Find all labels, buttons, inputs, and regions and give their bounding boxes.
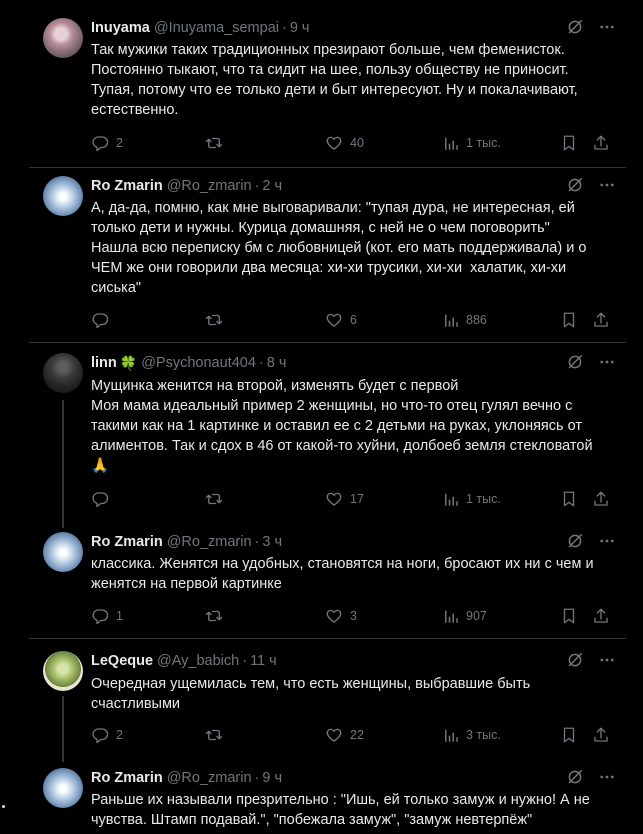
grok-icon[interactable] [566, 532, 584, 550]
bookmark-icon [561, 134, 577, 152]
views-icon [443, 134, 459, 152]
separator-dot: · [258, 355, 264, 371]
tweet[interactable] [29, 758, 626, 834]
author-handle[interactable]: @Psychonaut404 [141, 355, 256, 371]
share-icon [592, 311, 610, 329]
timeline [29, 0, 626, 834]
tweet-text: Мущинка женится на второй, изменять будет с первой Моя мама идеальный пример 2 женщины, но что-то отец гулял вечно с такими как на 1 картинке и оставил ее с 2 детьми на руках, уклоняясь от алиментов. Так и сдох в 46 от какой-то хуйни, долбоеб земля стекловатой 🙏 [91, 378, 593, 474]
retweet-icon [204, 607, 224, 625]
reply-count: 2 [116, 728, 123, 742]
separator-dot: · [254, 770, 260, 786]
bookmark-icon [561, 490, 577, 508]
action-bar [91, 725, 614, 745]
like-count: 40 [350, 136, 364, 150]
retweet-button[interactable] [204, 489, 231, 509]
timestamp[interactable]: 3 ч [262, 534, 283, 550]
name-emoji: 🍀 [119, 354, 138, 371]
avatar[interactable] [43, 353, 83, 393]
reply-button[interactable] [91, 489, 116, 509]
bookmark-button[interactable] [561, 310, 577, 330]
share-icon [592, 607, 610, 625]
bookmark-button[interactable] [561, 133, 577, 153]
reply-icon [91, 490, 109, 508]
share-button[interactable] [592, 725, 610, 745]
tweet[interactable] [29, 639, 626, 757]
bookmark-icon [561, 311, 577, 329]
action-bar [91, 489, 614, 509]
more-icon[interactable] [598, 18, 616, 36]
avatar[interactable] [43, 176, 83, 216]
share-button[interactable] [592, 606, 610, 626]
author-handle[interactable]: @Inuyama_sempai [153, 20, 279, 36]
scroll-indicator-dot [2, 805, 5, 808]
author-name[interactable]: linn [91, 355, 117, 371]
more-icon[interactable] [598, 651, 616, 669]
retweet-button[interactable] [204, 310, 231, 330]
grok-icon[interactable] [566, 176, 584, 194]
separator-dot: · [254, 534, 260, 550]
tweet[interactable] [29, 0, 626, 167]
like-button[interactable] [325, 725, 364, 745]
like-count: 3 [350, 609, 357, 623]
reply-icon [91, 311, 109, 329]
timestamp[interactable]: 9 ч [289, 20, 310, 36]
like-button[interactable] [325, 489, 364, 509]
share-icon [592, 490, 610, 508]
separator-dot: · [242, 653, 248, 669]
avatar[interactable] [43, 18, 83, 58]
avatar[interactable] [43, 532, 83, 572]
author-handle[interactable]: @Ro_zmarin [166, 534, 252, 550]
like-count: 22 [350, 728, 364, 742]
reply-icon [91, 134, 109, 152]
separator-dot: · [281, 20, 287, 36]
author-handle[interactable]: @Ro_zmarin [166, 178, 252, 194]
more-icon[interactable] [598, 768, 616, 786]
views-button[interactable] [443, 725, 501, 745]
tweet-text: Очередная ущемилась тем, что есть женщины, выбравшие быть счастливыми [91, 676, 531, 712]
like-count: 6 [350, 313, 357, 327]
retweet-icon [204, 726, 224, 744]
avatar[interactable] [43, 768, 83, 808]
retweet-icon [204, 311, 224, 329]
retweet-button[interactable] [204, 606, 231, 626]
share-icon [592, 134, 610, 152]
more-icon[interactable] [598, 532, 616, 550]
reply-count: 2 [116, 136, 123, 150]
share-button[interactable] [592, 310, 610, 330]
like-icon [325, 490, 343, 508]
reply-button[interactable] [91, 606, 123, 626]
retweet-button[interactable] [204, 725, 231, 745]
tweet[interactable] [29, 520, 626, 638]
retweet-icon [204, 134, 224, 152]
reply-button[interactable] [91, 133, 123, 153]
bookmark-icon [561, 607, 577, 625]
views-count: 1 тыс. [466, 492, 501, 506]
tweet-text: Так мужики таких традиционных презирают больше, чем феменисток. Постоянно тыкают, что та сидит на шее, пользу обществу не приносит. Тупая, потому что ее только дети и быт интересуют. Ну и покалачивают, естественно. [91, 42, 578, 118]
author-name[interactable]: Ro Zmarin [91, 534, 163, 550]
more-icon[interactable] [598, 353, 616, 371]
author-handle[interactable]: @Ro_zmarin [166, 770, 252, 786]
action-bar [91, 133, 614, 153]
like-icon [325, 311, 343, 329]
retweet-button[interactable] [204, 133, 231, 153]
share-icon [592, 726, 610, 744]
reply-icon [91, 726, 109, 744]
like-icon [325, 607, 343, 625]
author-name[interactable]: LeQeque [91, 653, 154, 669]
reply-count: 1 [116, 609, 123, 623]
like-button[interactable] [325, 606, 357, 626]
like-icon [325, 726, 343, 744]
grok-icon[interactable] [566, 353, 584, 371]
tweet-text: Раньше их называли презрительно : "Ишь, ей только замуж и нужно! А не чувства. Штамп подавай.", "побежала замуж", "замуж невтерпёж" [91, 792, 590, 828]
more-icon[interactable] [598, 176, 616, 194]
views-button[interactable] [443, 489, 501, 509]
like-button[interactable] [325, 133, 364, 153]
tweet-text: классика. Женятся на удобных, становятся на ноги, бросают их ни с чем и женятся на первой картинке [91, 556, 594, 592]
views-count: 1 тыс. [466, 136, 501, 150]
reply-icon [91, 607, 109, 625]
views-button[interactable] [443, 310, 487, 330]
author-name[interactable]: Ro Zmarin [91, 770, 163, 786]
bookmark-icon [561, 726, 577, 744]
views-count: 907 [466, 609, 487, 623]
tweet[interactable] [29, 168, 626, 342]
tweet[interactable] [29, 343, 626, 519]
author-name[interactable]: Inuyama [91, 20, 150, 36]
tweet-text: А, да-да, помню, как мне выговаривали: "тупая дура, не интересная, ей только дети и нужны. Курица домашняя, с ней не о чем поговорить" Нашла всю переписку бм с любовницей (кот. его мать поддерживала) и о ЧЕМ же они говорили два месяца: хи-хи трусики, хи-хи халатик, хи-хи сиська" [91, 200, 587, 296]
grok-icon[interactable] [566, 651, 584, 669]
reply-button[interactable] [91, 725, 123, 745]
views-button[interactable] [443, 133, 501, 153]
retweet-icon [204, 490, 224, 508]
views-icon [443, 490, 459, 508]
views-icon [443, 311, 459, 329]
grok-icon[interactable] [566, 768, 584, 786]
timestamp[interactable]: 2 ч [262, 178, 283, 194]
views-icon [443, 726, 459, 744]
views-count: 3 тыс. [466, 728, 501, 742]
views-icon [443, 607, 459, 625]
separator-dot: · [254, 178, 260, 194]
action-bar [91, 310, 614, 330]
like-icon [325, 134, 343, 152]
timestamp[interactable]: 11 ч [250, 653, 277, 669]
bookmark-button[interactable] [561, 606, 577, 626]
bookmark-button[interactable] [561, 489, 577, 509]
share-button[interactable] [592, 489, 610, 509]
like-button[interactable] [325, 310, 357, 330]
author-handle[interactable]: @Ay_babich [157, 653, 240, 669]
like-count: 17 [350, 492, 364, 506]
action-bar [91, 606, 614, 626]
bookmark-button[interactable] [561, 725, 577, 745]
timestamp[interactable]: 8 ч [266, 355, 287, 371]
avatar[interactable] [43, 651, 83, 691]
timestamp[interactable]: 9 ч [262, 770, 283, 786]
views-count: 886 [466, 313, 487, 327]
views-button[interactable] [443, 606, 487, 626]
reply-button[interactable] [91, 310, 116, 330]
author-name[interactable]: Ro Zmarin [91, 178, 163, 194]
share-button[interactable] [592, 133, 610, 153]
grok-icon[interactable] [566, 18, 584, 36]
